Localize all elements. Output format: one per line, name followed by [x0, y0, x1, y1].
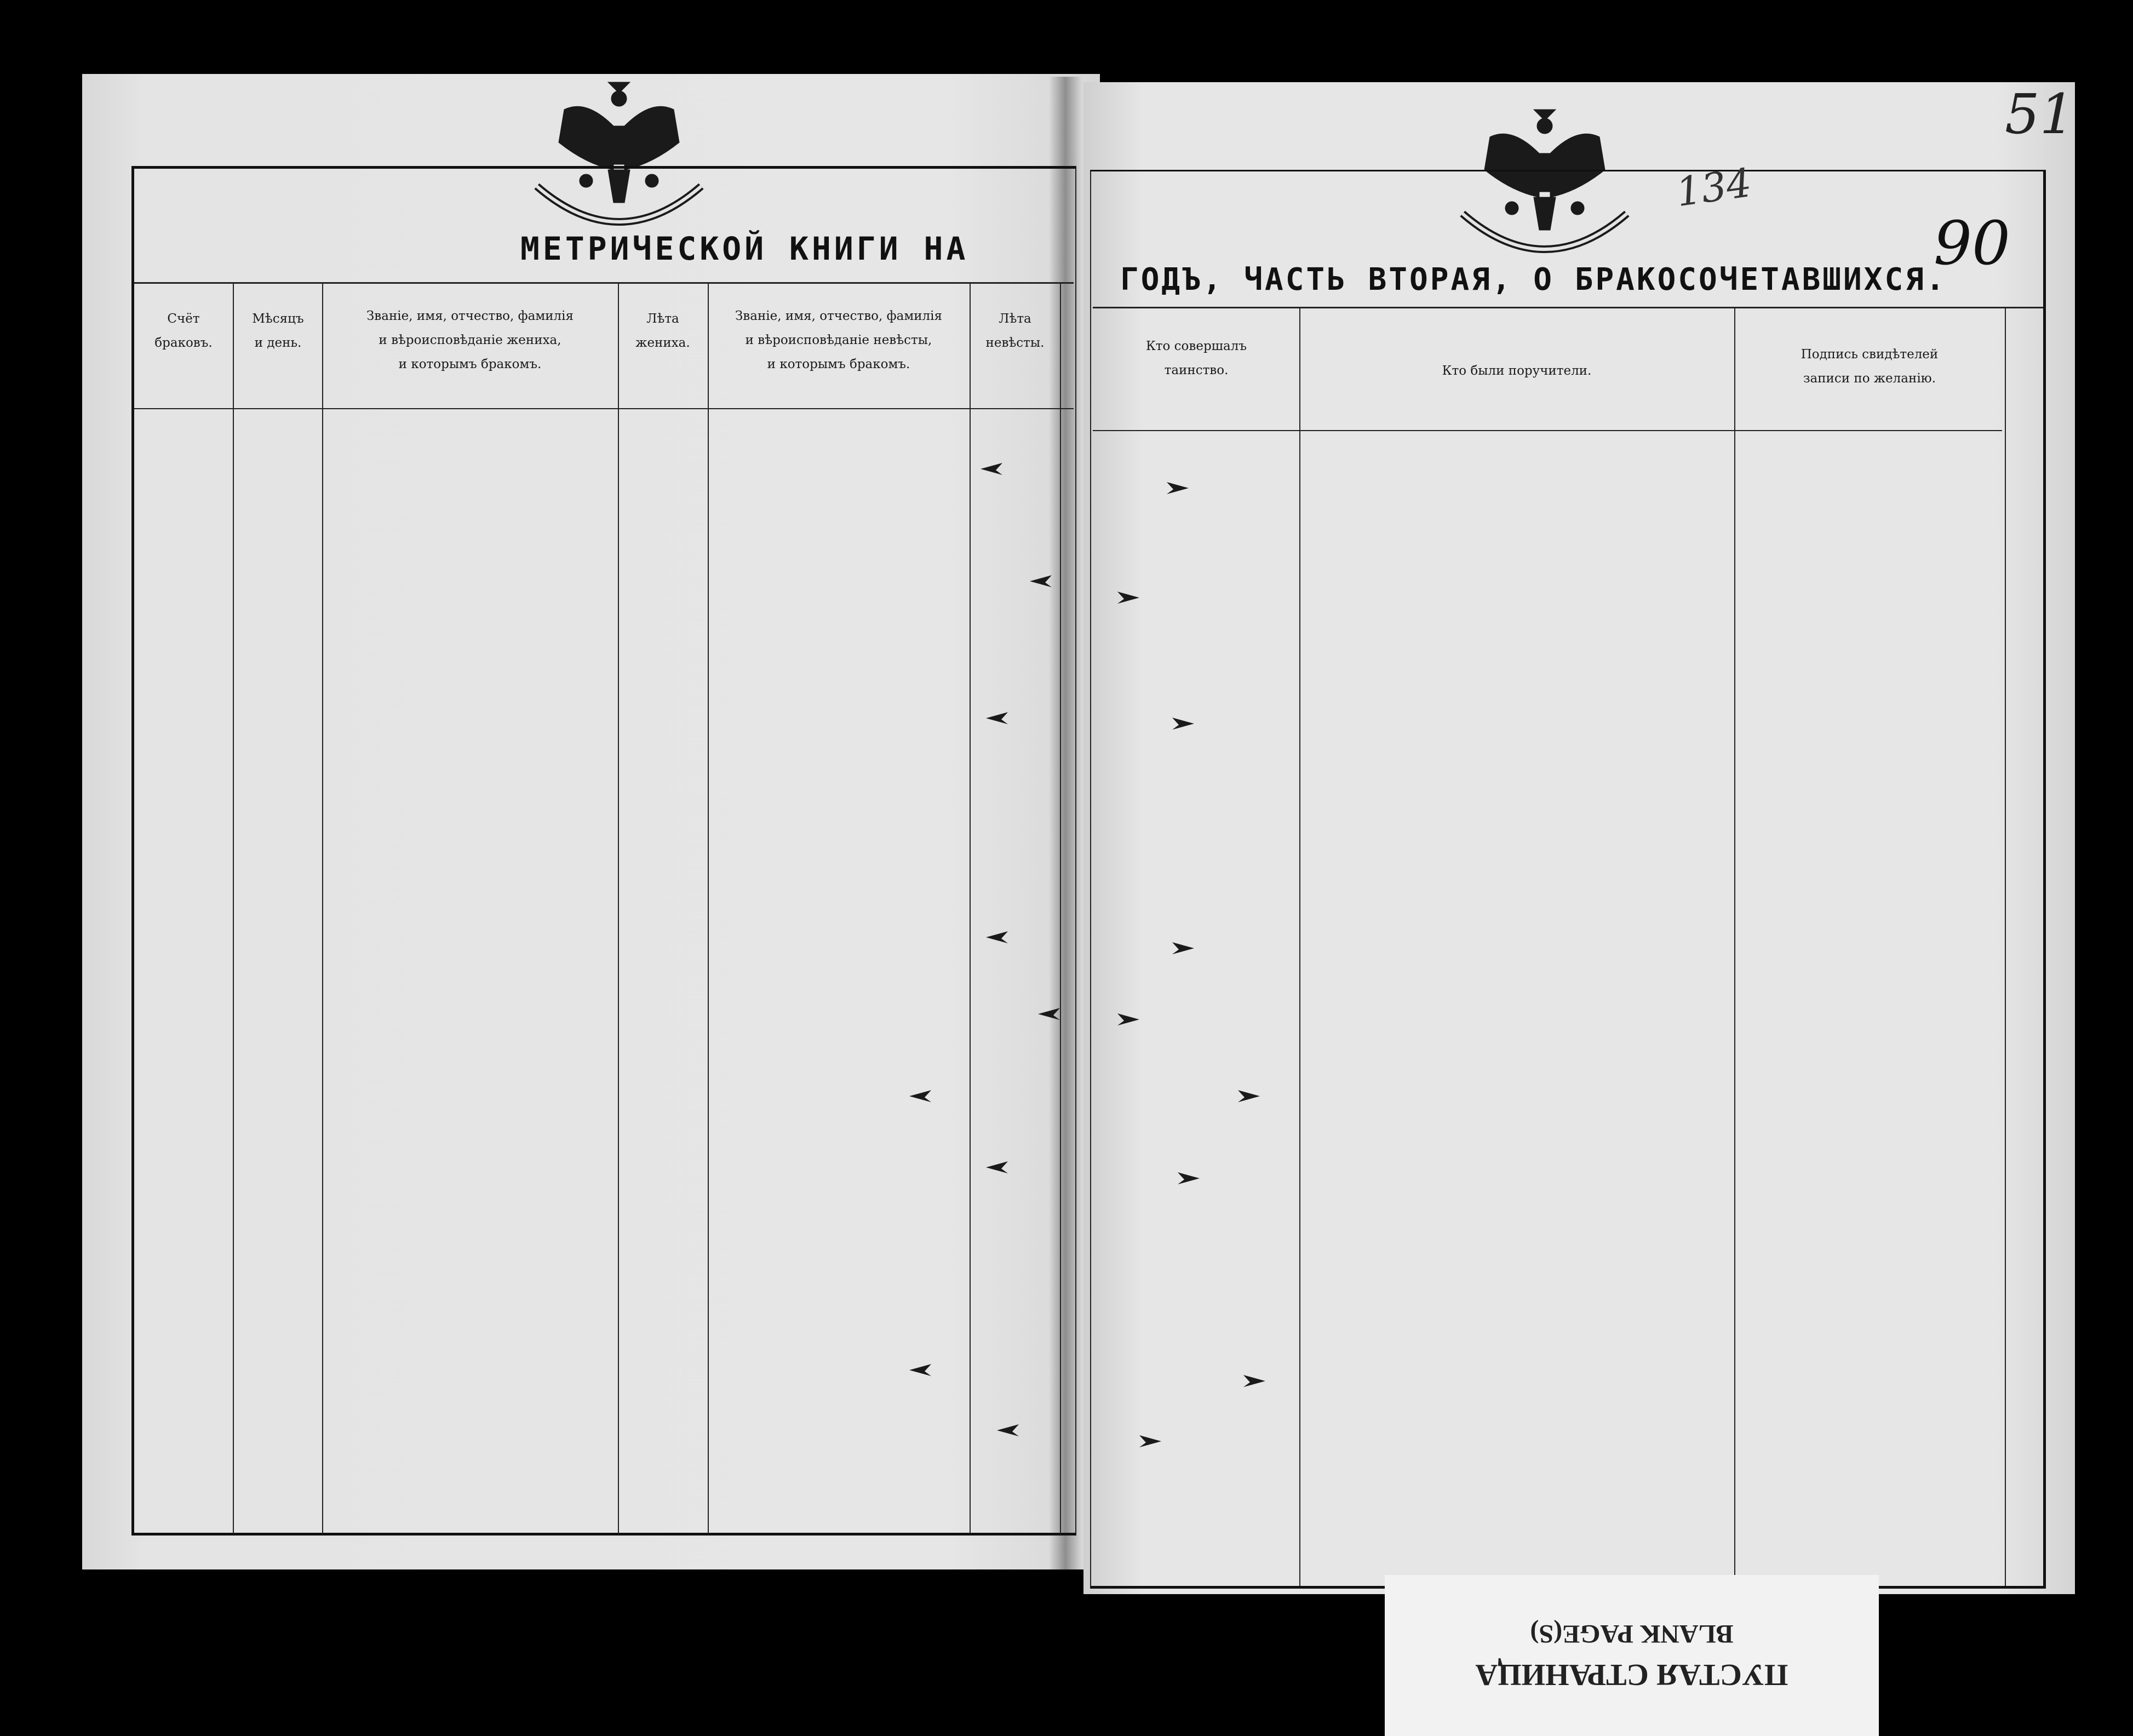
handwritten-corner-number: 51: [2005, 82, 2075, 146]
left-page-title: МЕТРИЧЕСКОЙ КНИГИ НА: [520, 230, 969, 267]
right-page-title: ГОДЪ, ЧАСТЬ ВТОРАЯ, О БРАКОСОЧЕТАВШИХСЯ.: [1120, 262, 1947, 297]
right-header-bottom-rule: [1093, 430, 2002, 431]
column-header-bride: Званіе, имя, отчество, фамилія и вѣроисповѣданіе невѣсты, и которымъ бракомъ.: [735, 309, 943, 371]
left-col-divider: [708, 282, 709, 1534]
column-header-groom: Званіе, имя, отчество, фамилія и вѣроисповѣданіе жениха, и которымъ бракомъ.: [366, 309, 574, 371]
handwritten-number-top: 134: [1673, 159, 1754, 216]
right-header-top-rule: [1093, 307, 2043, 308]
left-col-divider: [233, 282, 234, 1534]
column-header-month-day: Мѣсяцъ и день.: [252, 312, 304, 350]
column-header-bride-age: Лѣта невѣсты.: [985, 312, 1045, 350]
stamp-line-blank-pages-ru: ПУСТАЯ СТРАНИЦА: [1475, 1658, 1788, 1692]
right-col-divider: [2005, 307, 2006, 1586]
left-col-divider: [322, 282, 323, 1534]
right-col-divider: [1299, 307, 1300, 1586]
column-header-groom-age: Лѣта жениха.: [635, 312, 690, 350]
handwritten-page-number: 90: [1934, 208, 2010, 278]
column-header-officiant: Кто совершалъ таинство.: [1145, 339, 1247, 377]
column-header-witness-signatures: Подпись свидѣтелей записи по желанію.: [1801, 347, 1939, 386]
left-header-bottom-rule: [134, 408, 1074, 409]
stamp-line-blank-pages-en: BLANK PAGE(S): [1530, 1619, 1734, 1648]
left-header-top-rule: [134, 282, 1074, 284]
right-col-divider: [1734, 307, 1735, 1586]
left-col-divider: [970, 282, 971, 1534]
column-header-guarantors: Кто были поручители.: [1442, 364, 1592, 378]
blank-page-stamp: [1385, 1575, 1879, 1736]
column-header-marriage-count: Счёт браковъ.: [154, 312, 213, 350]
left-col-divider: [618, 282, 619, 1534]
left-col-divider: [1060, 282, 1061, 1534]
